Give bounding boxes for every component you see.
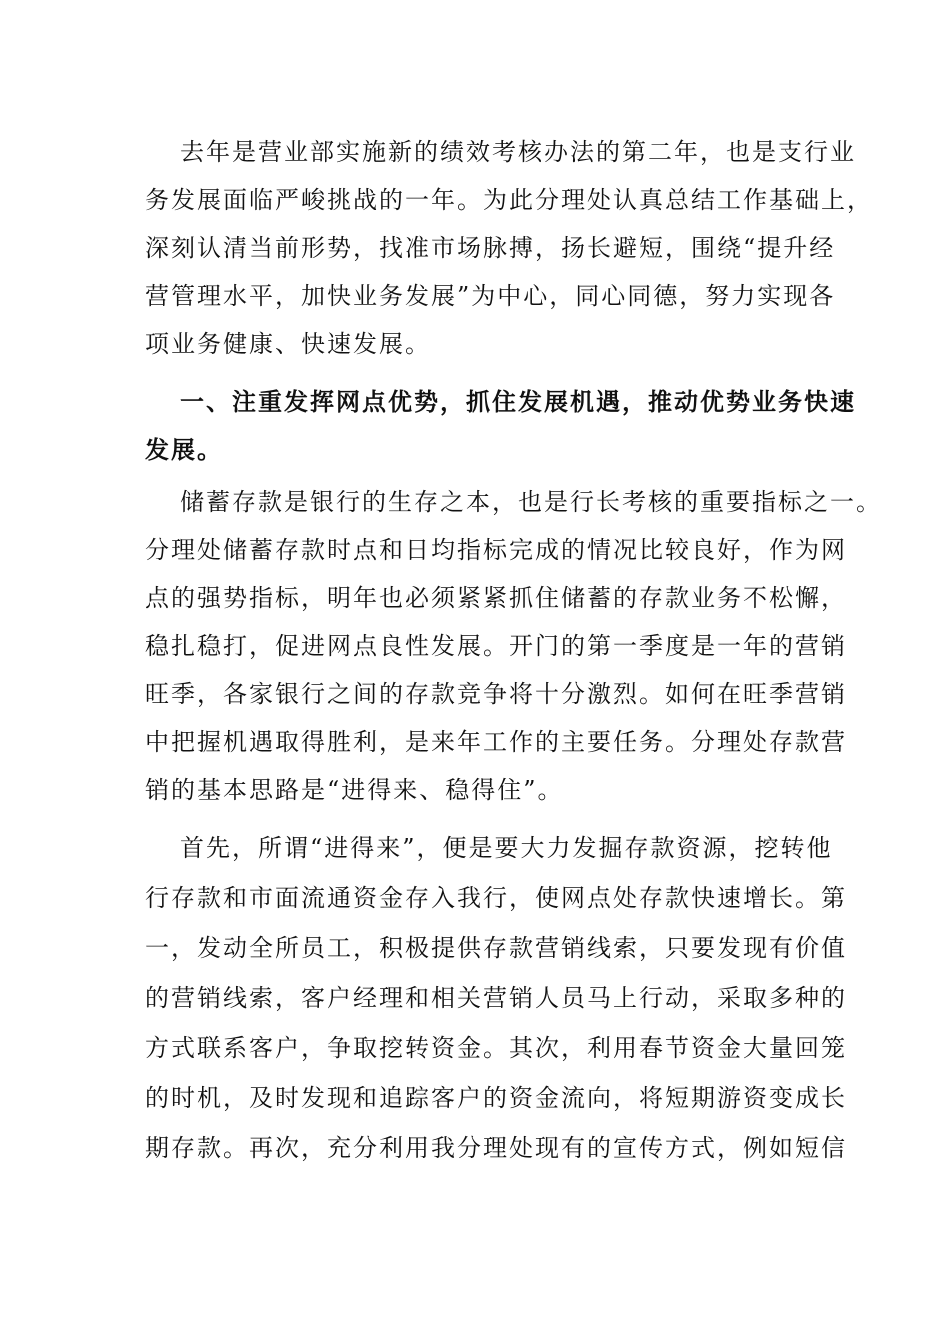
section-heading-line-1: 一、注重发挥网点优势，抓住发展机遇，推动优势业务快速 (180, 388, 856, 416)
paragraph-3-line-1: 首先，所谓“进得来”，便是要大力发掘存款资源，挖转他 (180, 834, 833, 862)
paragraph-1-line-5: 项业务健康、快速发展。 (145, 330, 431, 358)
paragraph-2-line-3: 点的强势指标，明年也必须紧紧抓住储蓄的存款业务不松懈， (145, 584, 847, 612)
paragraph-2-line-5: 旺季，各家银行之间的存款竞争将十分激烈。如何在旺季营销 (145, 680, 847, 708)
paragraph-1-line-4: 营管理水平，加快业务发展”为中心，同心同德，努力实现各 (145, 282, 836, 310)
paragraph-1-line-2: 务发展面临严峻挑战的一年。为此分理处认真总结工作基础上， (145, 186, 873, 214)
paragraph-3-line-3: 一，发动全所员工，积极提供存款营销线索，只要发现有价值 (145, 934, 847, 962)
paragraph-3-line-5: 方式联系客户，争取挖转资金。其次，利用春节资金大量回笼 (145, 1034, 847, 1062)
paragraph-3-line-6: 的时机，及时发现和追踪客户的资金流向，将短期游资变成长 (145, 1084, 847, 1112)
paragraph-2-line-4: 稳扎稳打，促进网点良性发展。开门的第一季度是一年的营销 (145, 632, 847, 660)
paragraph-2-line-2: 分理处储蓄存款时点和日均指标完成的情况比较良好，作为网 (145, 536, 847, 564)
section-heading-line-2: 发展。 (145, 436, 223, 464)
paragraph-2-line-7: 销的基本思路是“进得来、稳得住”。 (145, 776, 564, 804)
paragraph-1-line-1: 去年是营业部实施新的绩效考核办法的第二年，也是支行业 (180, 138, 856, 166)
paragraph-1-line-3: 深刻认清当前形势，找准市场脉搏，扬长避短，围绕“提升经 (145, 234, 836, 262)
paragraph-2-line-1: 储蓄存款是银行的生存之本，也是行长考核的重要指标之一。 (180, 488, 882, 516)
paragraph-3-line-7: 期存款。再次，充分利用我分理处现有的宣传方式，例如短信 (145, 1134, 847, 1162)
paragraph-3-line-4: 的营销线索，客户经理和相关营销人员马上行动，采取多种的 (145, 984, 847, 1012)
paragraph-3-line-2: 行存款和市面流通资金存入我行，使网点处存款快速增长。第 (145, 884, 847, 912)
paragraph-2-line-6: 中把握机遇取得胜利，是来年工作的主要任务。分理处存款营 (145, 728, 847, 756)
